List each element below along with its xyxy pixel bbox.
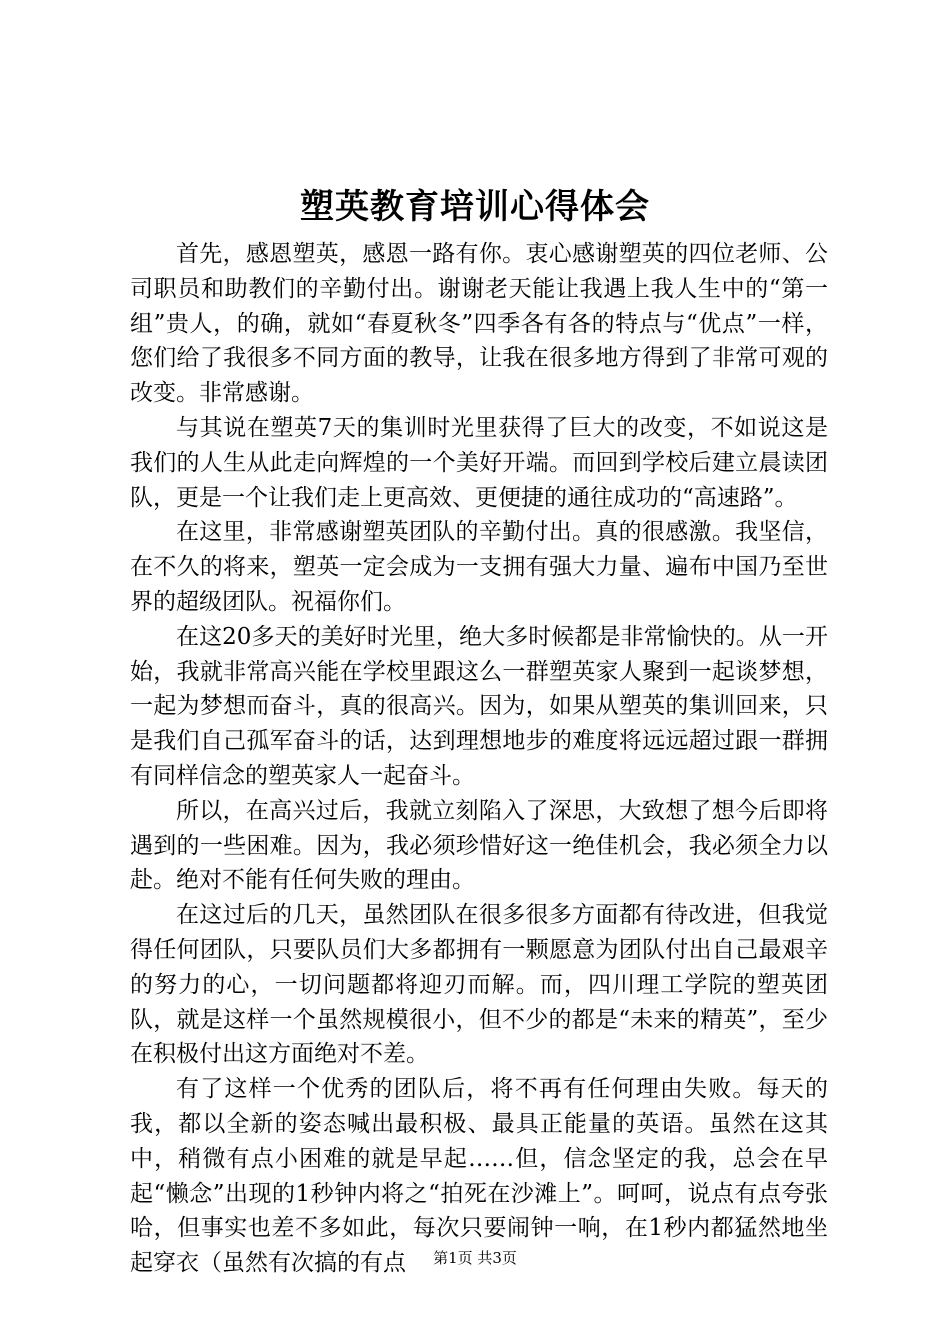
paragraph: 所以，在高兴过后，我就立刻陷入了深思，大致想了想今后即将遇到的一些困难。因为，我必须珍惜好这一绝佳机会，我必须全力以赴。绝对不能有任何失败的理由。 xyxy=(130,797,828,894)
paragraph: 与其说在塑英7天的集训时光里获得了巨大的改变，不如说这是我们的人生从此走向辉煌的一个美好开端。而回到学校后建立晨读团队，更是一个让我们走上更高效、更便捷的通往成功的“高速路”。 xyxy=(130,414,828,511)
paragraph: 首先，感恩塑英，感恩一路有你。衷心感谢塑英的四位老师、公司职员和助教们的辛勤付出。谢谢老天能让我遇上我人生中的“第一组”贵人，的确，就如“春夏秋冬”四季各有各的特点与“优点”一样，您们给了我很多不同方面的教导，让我在很多地方得到了非常可观的改变。非常感谢。 xyxy=(130,241,828,407)
page-footer: 第1页 共3页 xyxy=(433,1249,517,1267)
paragraph: 在这里，非常感谢塑英团队的辛勤付出。真的很感激。我坚信，在不久的将来，塑英一定会成为一支拥有强大力量、遍布中国乃至世界的超级团队。祝福你们。 xyxy=(130,519,828,615)
paragraph: 在这过后的几天，虽然团队在很多很多方面都有待改进，但我觉得任何团队，只要队员们大多都拥有一颗愿意为团队付出自己最艰辛的努力的心，一切问题都将迎刃而解。而，四川理工学院的塑英团队，就是这样一个虽然规模很小，但不少的都是“未来的精英”，至少在积极付出这方面绝对不差。 xyxy=(130,902,828,1068)
paragraph: 有了这样一个优秀的团队后，将不再有任何理由失败。每天的我，都以全新的姿态喊出最积极、最具正能量的英语。虽然在这其中，稍微有点小困难的就是早起……但，信念坚定的我，总会在早起“懒念”出现的1秒钟内将之“拍死在沙滩上”。呵呵，说点有点夸张哈，但事实也差不多如此，每次只要闹钟一响，在1秒内都猛然地坐起穿衣（虽然有次搞的有点 xyxy=(130,1076,828,1277)
paragraph: 在这20多天的美好时光里，绝大多时候都是非常愉快的。从一开始，我就非常高兴能在学校里跟这么一群塑英家人聚到一起谈梦想，一起为梦想而奋斗，真的很高兴。因为，如果从塑英的集训回来，只是我们自己孤军奋斗的话，达到理想地步的难度将远远超过跟一群拥有同样信念的塑英家人一起奋斗。 xyxy=(130,623,828,789)
document-title: 塑英教育培训心得体会 xyxy=(300,187,650,227)
document-body xyxy=(130,237,828,1281)
